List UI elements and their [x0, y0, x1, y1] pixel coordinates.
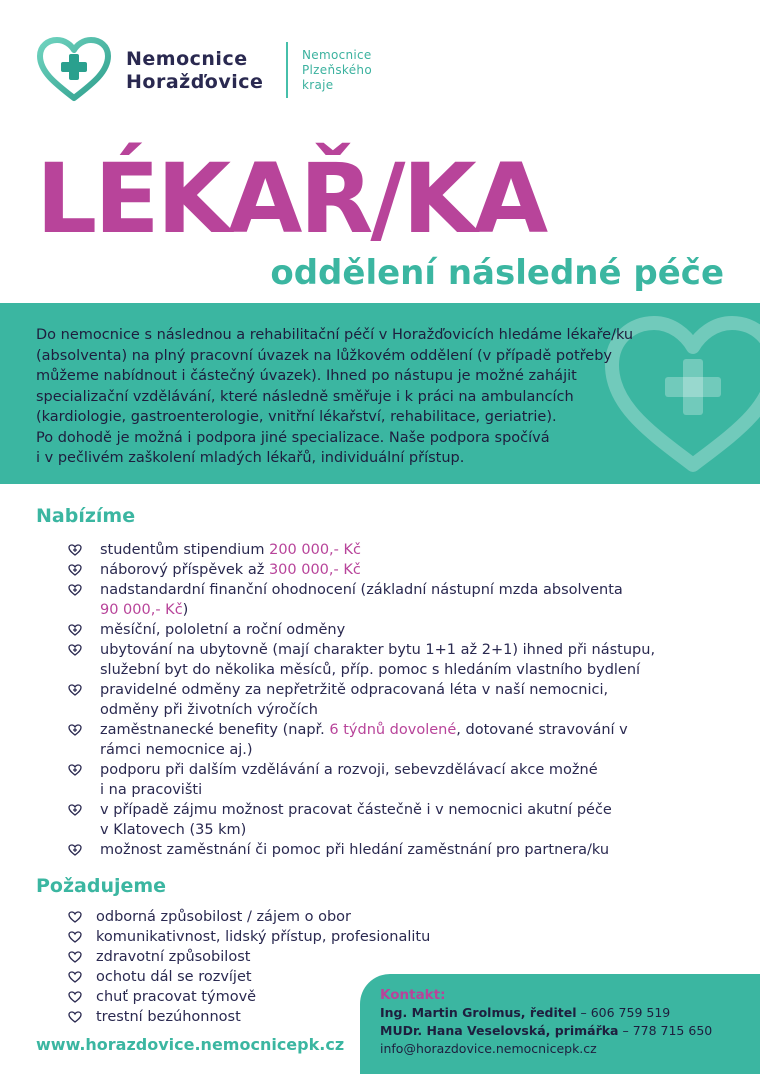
item-line2: [100, 600, 748, 620]
region-line1: Nemocnice: [302, 48, 372, 62]
heart-outline-icon: [68, 684, 82, 696]
logo-divider: [286, 42, 288, 98]
item-text: podporu při dalším vzdělávání a rozvoji, sebevzdělávací akce možné: [100, 762, 598, 778]
intro-line: (absolventa) na plný pracovní úvazek na lůžkovém oddělení (v případě potřeby: [36, 347, 612, 364]
item-text: pravidelné odměny za nepřetržitě odpracovaná léta v naší nemocnici,: [100, 682, 609, 698]
list-item: [68, 540, 748, 560]
list-item: [68, 760, 748, 800]
contact-person1-name: Ing. Martin Grolmus, ředitel: [380, 1005, 577, 1020]
hospital-name-line2: Horažďovice: [126, 71, 264, 93]
item-text: studentům stipendium: [100, 542, 270, 558]
list-item: [68, 927, 431, 947]
heart-outline-icon: [68, 544, 82, 556]
item-text: , dotované stravování v: [456, 722, 628, 738]
heart-outline-icon: [68, 724, 82, 736]
contact-box: [360, 974, 760, 1074]
list-item: [68, 800, 748, 840]
requirements-heading: Požadujeme: [36, 875, 167, 897]
list-item: [68, 620, 748, 640]
item-text: nadstandardní finanční ohodnocení (základní nástupní mzda absolventa: [100, 582, 623, 598]
heart-outline-icon: [68, 624, 82, 636]
website-link[interactable]: www.horazdovice.nemocnicepk.cz: [36, 1035, 345, 1054]
region-line2: Plzeňského: [302, 63, 372, 77]
item-text: zaměstnanecké benefity (např.: [100, 722, 330, 738]
item-highlight: 6 týdnů dovolené: [329, 722, 457, 738]
list-item: [68, 987, 368, 1007]
item-line1: [100, 720, 748, 740]
item-highlight: 200 000,- Kč: [269, 542, 361, 558]
contact-person2: [380, 1022, 712, 1040]
intro-text: [36, 325, 736, 469]
hospital-name-line1: Nemocnice: [126, 48, 248, 70]
item-text: ubytování na ubytovně (mají charakter bytu 1+1 až 2+1) ihned při nástupu,: [100, 642, 656, 658]
item-text: i na pracovišti: [100, 782, 203, 798]
contact-email[interactable]: info@horazdovice.nemocnicepk.cz: [380, 1041, 597, 1056]
list-item: [68, 680, 748, 720]
contact-person1-phone: – 606 759 519: [576, 1005, 671, 1020]
list-item: [68, 907, 368, 927]
intro-band: [0, 303, 760, 484]
item-text: možnost zaměstnání či pomoc při hledání zaměstnání pro partnera/ku: [100, 842, 610, 858]
item-text: trestní bezúhonnost: [96, 1009, 241, 1025]
item-text: chuť pracovat týmově: [96, 989, 257, 1005]
intro-line: Po dohodě je možná i podpora jiné specializace. Naše podpora spočívá: [36, 429, 550, 446]
hospital-name: [126, 48, 263, 94]
intro-line: i v pečlivém zaškolení mladých lékařů, individuální přístup.: [36, 450, 465, 466]
heart-outline-icon: [68, 951, 82, 963]
item-text: zdravotní způsobilost: [96, 949, 251, 965]
region-line3: kraje: [302, 78, 334, 92]
list-item: [68, 840, 748, 860]
heart-outline-icon: [68, 991, 82, 1003]
heart-outline-icon: [68, 564, 82, 576]
item-text: služební byt do několika měsíců, příp. pomoc s hledáním vlastního bydlení: [100, 662, 641, 678]
item-text: náborový příspěvek až: [100, 562, 269, 578]
item-highlight: 300 000,- Kč: [268, 562, 361, 578]
heart-outline-icon: [68, 644, 82, 656]
contact-heading: Kontakt:: [380, 987, 446, 1003]
heart-outline-icon: [68, 764, 82, 776]
heart-outline-icon: [68, 584, 82, 596]
intro-line: Do nemocnice s následnou a rehabilitační péčí v Horažďovicích hledáme lékaře/ku: [36, 327, 634, 343]
item-text: v případě zájmu možnost pracovat částečně i v nemocnici akutní péče: [100, 802, 612, 818]
item-text: odměny při životních výročích: [100, 702, 318, 718]
item-highlight: 90 000,- Kč: [100, 602, 183, 618]
list-item: [68, 560, 748, 580]
item-text: měsíční, pololetní a roční odměny: [100, 622, 346, 638]
heart-outline-icon: [68, 844, 82, 856]
region-name: [302, 48, 372, 93]
department-subtitle: oddělení následné péče: [270, 253, 724, 293]
intro-line: můžeme nabídnout i částečný úvazek). Ihned po nástupu je možné zahájit: [36, 368, 577, 384]
item-text: ): [182, 602, 189, 618]
contact-person2-phone: – 778 715 650: [618, 1023, 713, 1038]
heart-outline-icon: [68, 931, 82, 943]
offer-list: [68, 540, 748, 860]
list-item: [68, 947, 368, 967]
list-item: [68, 640, 748, 680]
heart-outline-icon: [68, 1011, 82, 1023]
intro-line: (kardiologie, gastroenterologie, vnitřní lékařství, rehabilitace, geriatrie).: [36, 409, 557, 425]
item-text: odborná způsobilost / zájem o obor: [96, 909, 352, 925]
list-item: [68, 1007, 368, 1027]
heart-outline-icon: [68, 971, 82, 983]
job-title: LÉKAŘ/KA: [36, 143, 546, 255]
intro-line: specializační vzdělávání, které následně směřuje i k práci na ambulancích: [36, 388, 574, 405]
item-text: rámci nemocnice aj.): [100, 742, 253, 758]
contact-person1: [380, 1004, 712, 1022]
heart-outline-icon: [68, 804, 82, 816]
list-item: [68, 580, 748, 620]
heart-outline-icon: [68, 911, 82, 923]
item-text: komunikativnost, lidský přístup, profesionalitu: [96, 929, 431, 945]
item-text: ochotu dál se rozvíjet: [96, 969, 252, 985]
logo-heart-plus-icon: [36, 36, 112, 104]
list-item: [68, 967, 368, 987]
list-item: [68, 720, 748, 760]
contact-person2-name: MUDr. Hana Veselovská, primářka: [380, 1023, 619, 1038]
item-text: v Klatovech (35 km): [100, 822, 247, 838]
offer-heading: Nabízíme: [36, 505, 136, 527]
